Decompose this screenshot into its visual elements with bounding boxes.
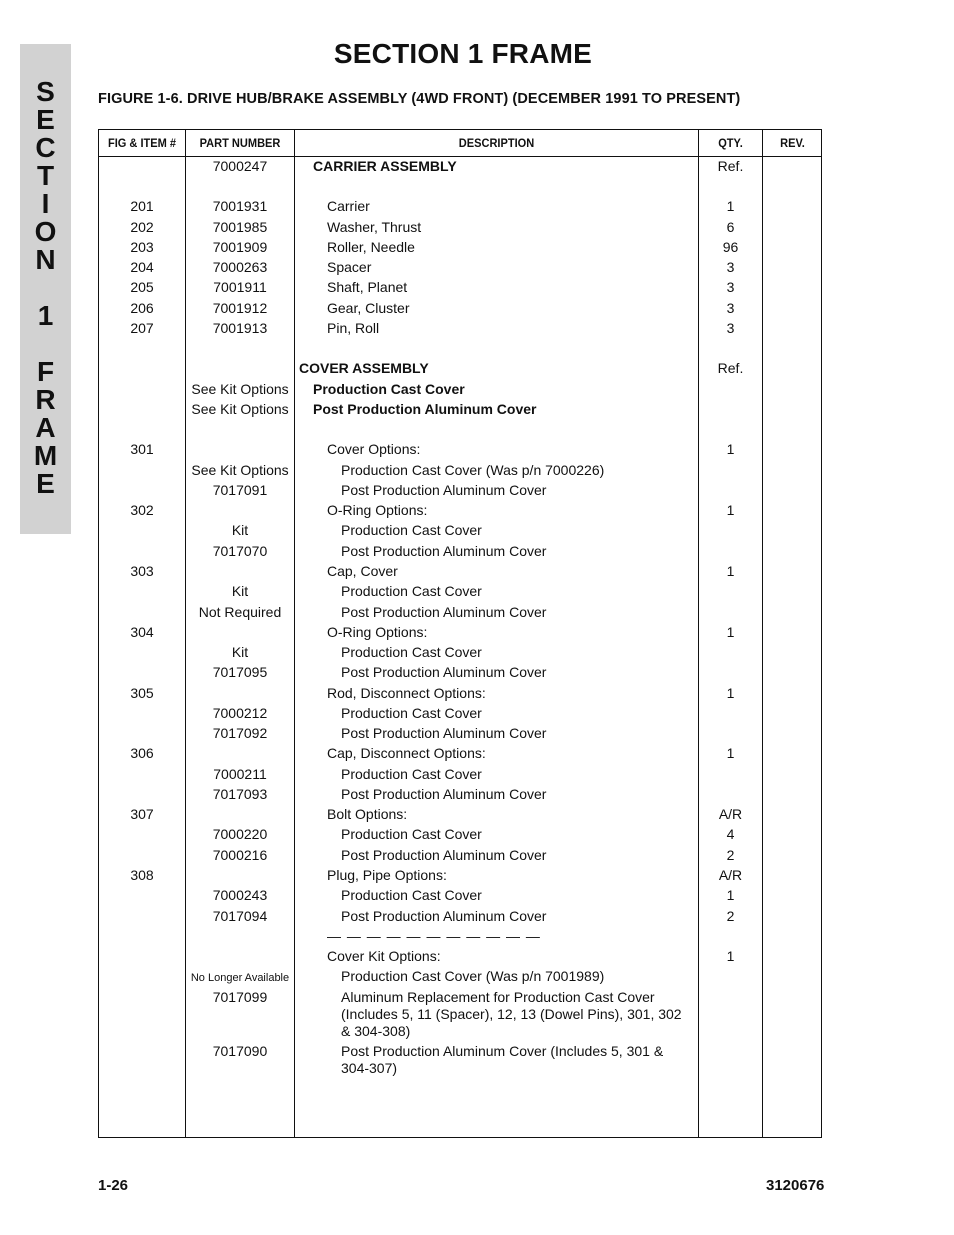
- parts-table: [98, 129, 822, 1138]
- quantity: 1: [726, 624, 735, 640]
- part-number: No Longer Available: [190, 972, 290, 984]
- page-number: 1-26: [98, 1177, 129, 1194]
- part-description: O-Ring Options:: [327, 624, 428, 640]
- quantity: 1: [726, 441, 735, 457]
- part-description: Shaft, Planet: [327, 279, 408, 295]
- part-number: 7000243: [212, 887, 268, 903]
- part-description: O-Ring Options:: [327, 502, 428, 518]
- item-number: 202: [130, 219, 154, 235]
- quantity: Ref.: [717, 360, 744, 376]
- item-number: 204: [130, 259, 154, 275]
- part-description: — — — — — — — — — — —: [327, 928, 541, 944]
- item-number: 305: [130, 685, 154, 701]
- column-header-item: FIG & ITEM #: [107, 136, 177, 150]
- side-tab-letter: M: [33, 440, 58, 471]
- part-description: CARRIER ASSEMBLY: [313, 158, 457, 174]
- side-tab-letter: R: [35, 384, 56, 415]
- part-number: See Kit Options: [191, 381, 289, 397]
- part-number: 7001931: [212, 198, 268, 214]
- part-description: Cap, Cover: [327, 563, 398, 579]
- quantity: A/R: [718, 806, 743, 822]
- header-divider: [99, 156, 821, 157]
- column-divider: [762, 130, 763, 1137]
- part-description: Rod, Disconnect Options:: [327, 685, 486, 701]
- part-description: Spacer: [327, 259, 372, 275]
- quantity: 3: [726, 279, 735, 295]
- item-number: 205: [130, 279, 154, 295]
- part-description: Roller, Needle: [327, 239, 415, 255]
- part-description: Post Production Aluminum Cover: [341, 908, 547, 924]
- side-tab-letter: I: [41, 188, 50, 219]
- page-title: SECTION 1 FRAME: [333, 38, 593, 69]
- document-number: 3120676: [766, 1177, 825, 1194]
- part-description: Production Cast Cover (Was p/n 7001989): [341, 968, 605, 984]
- item-number: 304: [130, 624, 154, 640]
- quantity: 1: [726, 745, 735, 761]
- quantity: 6: [726, 219, 735, 235]
- quantity: 1: [726, 685, 735, 701]
- quantity: 1: [726, 563, 735, 579]
- part-number: 7017090: [212, 1043, 268, 1059]
- part-number: 7000220: [212, 826, 268, 842]
- part-description: Aluminum Replacement for Production Cast Cover (Includes 5, 11 (Spacer), 12, 13 (Dowel Pins), 301, 302 & 304-308): [341, 989, 682, 1039]
- part-number: See Kit Options: [191, 401, 289, 417]
- part-number: 7001911: [213, 279, 267, 295]
- part-description: Production Cast Cover: [341, 705, 482, 721]
- part-number: 7017095: [212, 664, 268, 680]
- part-description: Production Cast Cover: [341, 887, 482, 903]
- part-description: Production Cast Cover (Was p/n 7000226): [341, 462, 605, 478]
- item-number: 307: [130, 806, 154, 822]
- part-description: Cover Options:: [327, 441, 421, 457]
- part-number: 7000212: [212, 705, 268, 721]
- column-header-part-number: PART NUMBER: [199, 136, 281, 150]
- part-description: Bolt Options:: [327, 806, 408, 822]
- part-number: Kit: [231, 644, 249, 660]
- side-tab-letter: C: [35, 132, 56, 163]
- part-description: Post Production Aluminum Cover: [341, 482, 547, 498]
- column-header-qty: QTY.: [718, 136, 743, 150]
- part-description: Production Cast Cover: [313, 381, 465, 397]
- item-number: 303: [130, 563, 154, 579]
- side-tab-letter: F: [36, 356, 55, 387]
- part-number: 7000211: [213, 766, 267, 782]
- item-number: 206: [130, 300, 154, 316]
- part-description: Post Production Aluminum Cover: [341, 847, 547, 863]
- part-description: Post Production Aluminum Cover: [341, 664, 547, 680]
- quantity: 1: [726, 887, 735, 903]
- part-number: 7001909: [212, 239, 268, 255]
- part-number: 7000263: [212, 259, 268, 275]
- part-number: 7001913: [212, 320, 268, 336]
- part-number: 7017070: [212, 543, 268, 559]
- item-number: 302: [130, 502, 154, 518]
- part-description: Production Cast Cover: [341, 583, 482, 599]
- part-description: Cap, Disconnect Options:: [327, 745, 486, 761]
- part-number: 7017099: [212, 989, 268, 1005]
- part-description: Post Production Aluminum Cover: [341, 725, 547, 741]
- quantity: 3: [726, 320, 735, 336]
- quantity: 96: [722, 239, 739, 255]
- part-number: 7000216: [212, 847, 268, 863]
- item-number: 308: [130, 867, 154, 883]
- part-number: Kit: [231, 583, 249, 599]
- column-header-description: DESCRIPTION: [458, 136, 535, 150]
- side-tab-letter: E: [36, 104, 55, 135]
- side-tab-letter: T: [36, 160, 55, 191]
- part-number: 7001912: [212, 300, 268, 316]
- part-description: Post Production Aluminum Cover: [341, 543, 547, 559]
- part-description: Cover Kit Options:: [327, 948, 441, 964]
- part-description: Post Production Aluminum Cover: [341, 786, 547, 802]
- part-number: 7017091: [212, 482, 268, 498]
- part-description: Production Cast Cover: [341, 766, 482, 782]
- figure-title: FIGURE 1-6. DRIVE HUB/BRAKE ASSEMBLY (4WD FRONT) (DECEMBER 1991 TO PRESENT): [98, 91, 741, 107]
- part-number: Not Required: [198, 604, 282, 620]
- quantity: Ref.: [717, 158, 744, 174]
- item-number: 207: [130, 320, 154, 336]
- side-tab-letter: 1: [37, 300, 54, 331]
- side-tab-letter: S: [36, 76, 55, 107]
- part-number: 7000247: [212, 158, 268, 174]
- part-description: Production Cast Cover: [341, 644, 482, 660]
- quantity: 1: [726, 948, 735, 964]
- quantity: 2: [726, 847, 735, 863]
- column-divider: [294, 130, 295, 1137]
- quantity: 2: [726, 908, 735, 924]
- part-description: Plug, Pipe Options:: [327, 867, 447, 883]
- part-number: 7017092: [212, 725, 268, 741]
- item-number: 203: [130, 239, 154, 255]
- side-tab-letter: N: [35, 244, 56, 275]
- quantity: 1: [726, 198, 735, 214]
- part-number: Kit: [231, 522, 249, 538]
- quantity: 3: [726, 259, 735, 275]
- column-header-rev: REV.: [780, 136, 805, 150]
- item-number: 201: [130, 198, 154, 214]
- part-description: COVER ASSEMBLY: [299, 360, 429, 376]
- part-description: Gear, Cluster: [327, 300, 410, 316]
- quantity: 1: [726, 502, 735, 518]
- part-number: 7017093: [212, 786, 268, 802]
- part-description: Carrier: [327, 198, 370, 214]
- part-description: Pin, Roll: [327, 320, 380, 336]
- part-description: Production Cast Cover: [341, 522, 482, 538]
- side-tab-letter: A: [35, 412, 56, 443]
- part-description: Production Cast Cover: [341, 826, 482, 842]
- part-description: Post Production Aluminum Cover (Includes 5, 301 & 304-307): [341, 1043, 664, 1076]
- part-number: 7017094: [212, 908, 268, 924]
- quantity: 3: [726, 300, 735, 316]
- part-description: Post Production Aluminum Cover: [313, 401, 537, 417]
- part-description: Washer, Thrust: [327, 219, 422, 235]
- side-tab-letter: O: [34, 216, 57, 247]
- side-tab-letter: E: [36, 468, 55, 499]
- item-number: 306: [130, 745, 154, 761]
- quantity: A/R: [718, 867, 743, 883]
- part-number: 7001985: [212, 219, 268, 235]
- part-number: See Kit Options: [191, 462, 289, 478]
- quantity: 4: [726, 826, 735, 842]
- section-side-tab: [20, 44, 71, 534]
- item-number: 301: [130, 441, 154, 457]
- part-description: Post Production Aluminum Cover: [341, 604, 547, 620]
